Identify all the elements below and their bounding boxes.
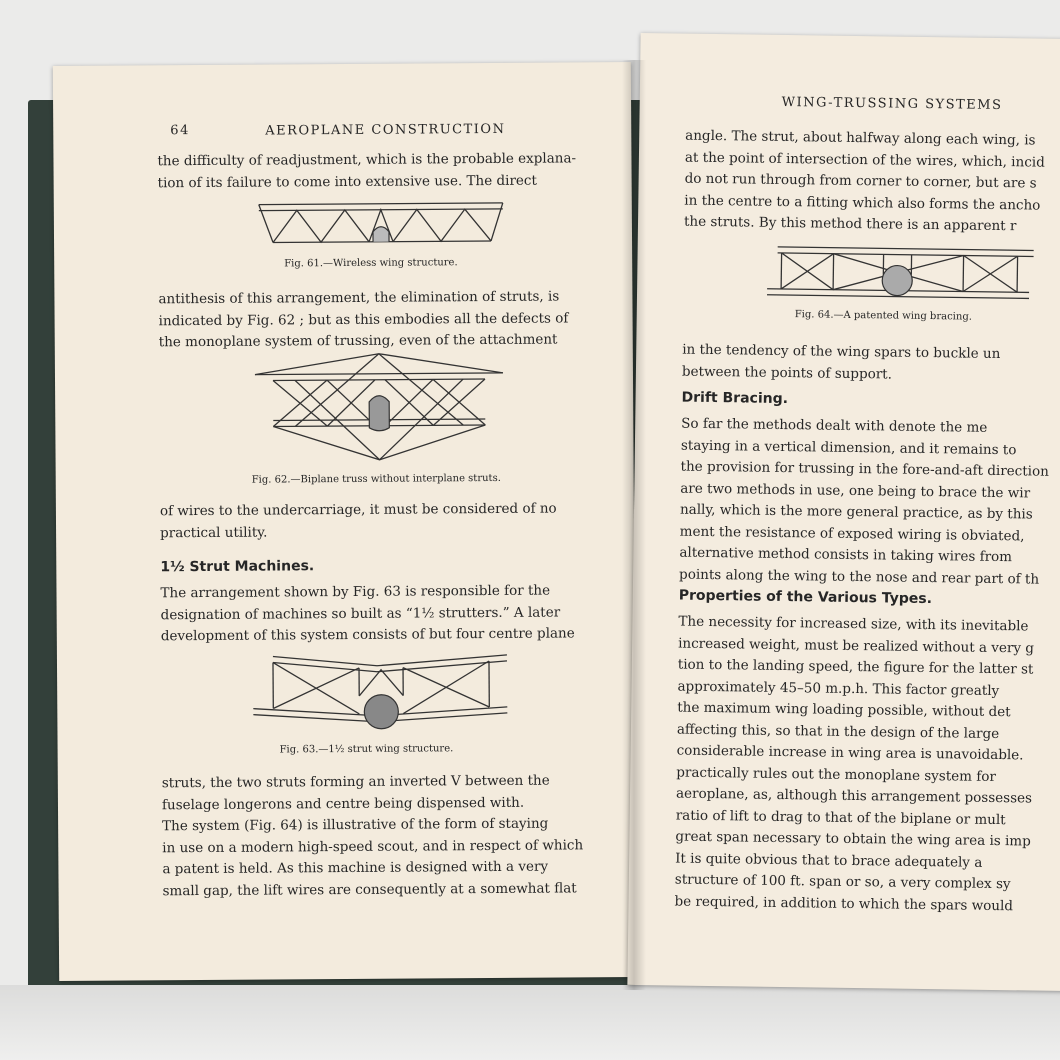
text-line: antithesis of this arrangement, the elimination of struts, is	[158, 288, 560, 308]
text-line: indicated by Fig. 62 ; but as this embodies all the defects of	[158, 309, 569, 329]
text-line: at the point of intersection of the wires, which, incid	[684, 149, 1045, 171]
text-line: tion of its failure to come into extensive use. The direct	[157, 172, 537, 191]
fig-64-patented-wing-bracing	[767, 243, 1038, 311]
heading-properties-various-types: Properties of the Various Types.	[678, 587, 933, 608]
text-line: the provision for trussing in the fore-and-aft direction	[680, 458, 1049, 480]
text-line: the monoplane system of trussing, even of the attachment	[158, 331, 558, 351]
text-line: small gap, the lift wires are consequently at a somewhat flat	[162, 879, 577, 899]
running-head-right: WING-TRUSSING SYSTEMS	[781, 94, 1003, 114]
text-line: designation of machines so built as “1½ strutters.” A later	[160, 604, 561, 623]
page-number: 64	[170, 123, 190, 139]
text-line: increased weight, must be realized without a very g	[678, 635, 1035, 657]
fig-64-caption: Fig. 64.—A patented wing bracing.	[794, 309, 973, 323]
text-line: The arrangement shown by Fig. 63 is responsible for the	[160, 582, 551, 602]
text-line: affecting this, so that in the design of the large	[676, 721, 1000, 742]
text-line: in the tendency of the wing spars to buckle un	[682, 341, 1001, 363]
text-line: aeroplane, as, although this arrangement possesses	[675, 785, 1033, 807]
text-line: nally, which is the more general practice, as by this	[679, 501, 1033, 523]
text-line: are two methods in use, one being to brace the wir	[680, 480, 1031, 501]
text-line: be required, in addition to which the spars would	[674, 893, 1014, 914]
left-page	[53, 62, 637, 981]
text-line: between the points of support.	[681, 363, 893, 383]
text-line: staying in a vertical dimension, and it remains to	[680, 437, 1017, 458]
text-line: the difficulty of readjustment, which is the probable explana-	[157, 150, 577, 170]
text-line: in use on a modern high-speed scout, and in respect of which	[162, 836, 584, 856]
running-head-left: AEROPLANE CONSTRUCTION	[265, 121, 506, 139]
text-line: a patent is held. As this machine is designed with a very	[162, 858, 549, 878]
text-line: The system (Fig. 64) is illustrative of the form of staying	[162, 815, 549, 835]
text-line: So far the methods dealt with denote the me	[681, 415, 988, 436]
fig-61-caption: Fig. 61.—Wireless wing structure.	[284, 257, 458, 270]
fig-61-wireless-wing-structure	[259, 201, 509, 251]
right-para-4	[674, 612, 1060, 919]
text-line: points along the wing to the nose and rear part of th	[679, 566, 1040, 588]
book-gutter	[622, 60, 646, 990]
text-line: great span necessary to obtain the wing area is imp	[675, 828, 1031, 850]
table-surface	[0, 985, 1060, 1060]
text-line: structure of 100 ft. span or so, a very complex sy	[674, 871, 1011, 893]
right-page	[627, 33, 1060, 991]
left-para-4	[160, 580, 588, 647]
text-line: alternative method consists in taking wires from	[679, 544, 1013, 566]
fig-62-caption: Fig. 62.—Biplane truss without interplane struts.	[251, 472, 501, 486]
text-line: It is quite obvious that to brace adequately a	[675, 850, 983, 871]
text-line: development of this system consists of but four centre plane	[160, 625, 575, 645]
heading-1-5-strut-machines: 1½ Strut Machines.	[160, 558, 315, 576]
text-line: of wires to the undercarriage, it must be considered of no	[159, 500, 557, 520]
fig-63-caption: Fig. 63.—1½ strut wing structure.	[279, 743, 454, 756]
left-para-2	[158, 286, 586, 353]
text-line: do not run through from corner to corner, but are s	[684, 170, 1037, 192]
text-line: in the centre to a fitting which also forms the ancho	[684, 192, 1041, 214]
text-line: tion to the landing speed, the figure for the latter st	[677, 656, 1034, 678]
text-line: fuselage longerons and centre being dispensed with.	[161, 794, 525, 813]
fig-63-strut-wing-structure	[253, 655, 514, 737]
text-line: approximately 45–50 m.p.h. This factor greatly	[677, 678, 1000, 699]
text-line: practically rules out the monoplane system for	[676, 764, 996, 785]
text-line: angle. The strut, about halfway along each wing, is	[685, 127, 1036, 149]
left-para-5	[162, 770, 591, 902]
heading-drift-bracing: Drift Bracing.	[681, 389, 789, 408]
text-line: the struts. By this method there is an apparent r	[683, 213, 1017, 235]
text-line: the maximum wing loading possible, without det	[677, 699, 1011, 721]
left-para-3	[160, 498, 588, 544]
right-para-3	[679, 414, 1060, 592]
fig-62-biplane-truss	[255, 353, 506, 465]
text-line: ratio of lift to drag to that of the biplane or mult	[675, 807, 1006, 828]
text-line: struts, the two struts forming an inverted V between the	[161, 772, 550, 792]
text-line: ment the resistance of exposed wiring is obviated,	[679, 523, 1025, 544]
right-para-2	[682, 340, 1060, 389]
right-para-1	[684, 126, 1060, 239]
text-line: The necessity for increased size, with its inevitable	[678, 613, 1029, 635]
left-para-1	[157, 148, 585, 194]
text-line: considerable increase in wing area is unavoidable.	[676, 742, 1024, 764]
text-line: practical utility.	[160, 524, 268, 541]
